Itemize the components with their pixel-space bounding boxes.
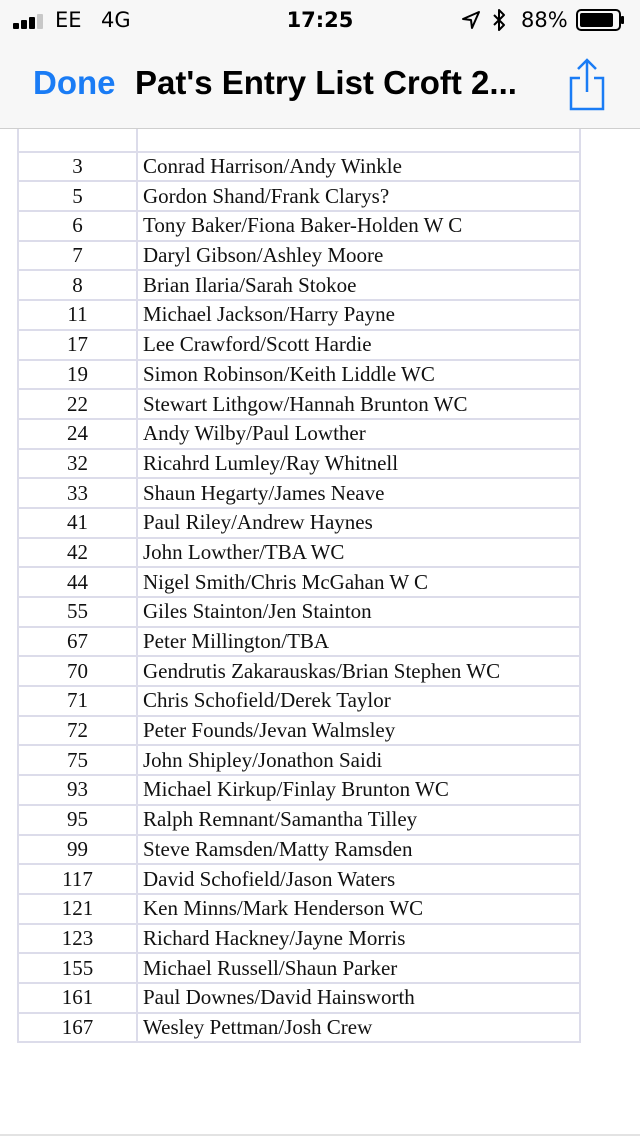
entry-number: 11 — [18, 300, 137, 330]
entry-crew — [137, 129, 580, 152]
table-row — [18, 686, 580, 716]
entry-crew: John Shipley/Jonathon Saidi — [137, 745, 580, 775]
table-row — [18, 211, 580, 241]
entry-number: 41 — [18, 508, 137, 538]
entry-crew: Andy Wilby/Paul Lowther — [137, 419, 580, 449]
table-row — [18, 627, 580, 657]
entry-crew: Simon Robinson/Keith Liddle WC — [137, 360, 580, 390]
carrier-name: EE — [55, 8, 82, 32]
entry-crew: Ralph Remnant/Samantha Tilley — [137, 805, 580, 835]
table-row — [18, 478, 580, 508]
entry-number: 167 — [18, 1013, 137, 1043]
entry-crew: Wesley Pettman/Josh Crew — [137, 1013, 580, 1043]
table-row — [18, 805, 580, 835]
entry-crew: Ricahrd Lumley/Ray Whitnell — [137, 449, 580, 479]
table-row — [18, 330, 580, 360]
document-viewer[interactable] — [0, 129, 640, 1135]
entry-number: 67 — [18, 627, 137, 657]
entry-crew: Richard Hackney/Jayne Morris — [137, 924, 580, 954]
entry-crew: Shaun Hegarty/James Neave — [137, 478, 580, 508]
entry-crew: Peter Millington/TBA — [137, 627, 580, 657]
entry-crew: Paul Downes/David Hainsworth — [137, 983, 580, 1013]
entry-crew: Gordon Shand/Frank Clarys? — [137, 181, 580, 211]
entry-number: 32 — [18, 449, 137, 479]
table-row — [18, 597, 580, 627]
table-row — [18, 152, 580, 182]
table-row — [18, 419, 580, 449]
entry-crew: Lee Crawford/Scott Hardie — [137, 330, 580, 360]
battery-percent: 88% — [521, 8, 568, 32]
entry-number: 33 — [18, 478, 137, 508]
table-row — [18, 924, 580, 954]
entry-crew: Conrad Harrison/Andy Winkle — [137, 152, 580, 182]
entry-crew: Chris Schofield/Derek Taylor — [137, 686, 580, 716]
entry-crew: Stewart Lithgow/Hannah Brunton WC — [137, 389, 580, 419]
entry-number: 99 — [18, 835, 137, 865]
table-row — [18, 270, 580, 300]
table-row — [18, 300, 580, 330]
entry-table — [17, 129, 581, 1043]
table-row — [18, 449, 580, 479]
entry-number: 42 — [18, 538, 137, 568]
entry-number: 72 — [18, 716, 137, 746]
entry-crew: Daryl Gibson/Ashley Moore — [137, 241, 580, 271]
entry-crew: Giles Stainton/Jen Stainton — [137, 597, 580, 627]
entry-number: 71 — [18, 686, 137, 716]
entry-number: 93 — [18, 775, 137, 805]
table-row — [18, 567, 580, 597]
document-title: Pat's Entry List Croft 2... — [135, 64, 517, 101]
battery-icon — [576, 9, 626, 31]
entry-number: 6 — [18, 211, 137, 241]
entry-number: 5 — [18, 181, 137, 211]
table-row — [18, 389, 580, 419]
location-icon — [461, 10, 481, 30]
bluetooth-icon — [491, 8, 507, 32]
entry-crew: Steve Ramsden/Matty Ramsden — [137, 835, 580, 865]
entry-table-body — [18, 129, 580, 1042]
entry-crew: Ken Minns/Mark Henderson WC — [137, 894, 580, 924]
table-row — [18, 1013, 580, 1043]
table-row — [18, 181, 580, 211]
entry-crew: Peter Founds/Jevan Walmsley — [137, 716, 580, 746]
entry-number: 55 — [18, 597, 137, 627]
entry-number: 70 — [18, 656, 137, 686]
share-icon[interactable] — [566, 56, 608, 112]
table-row — [18, 894, 580, 924]
table-row — [18, 716, 580, 746]
entry-number: 117 — [18, 864, 137, 894]
table-row — [18, 538, 580, 568]
entry-number: 3 — [18, 152, 137, 182]
table-row — [18, 745, 580, 775]
entry-number: 17 — [18, 330, 137, 360]
entry-number: 95 — [18, 805, 137, 835]
network-type: 4G — [101, 8, 131, 32]
entry-crew: Tony Baker/Fiona Baker-Holden W C — [137, 211, 580, 241]
entry-number: 44 — [18, 567, 137, 597]
entry-crew: Paul Riley/Andrew Haynes — [137, 508, 580, 538]
entry-number: 161 — [18, 983, 137, 1013]
table-row — [18, 129, 580, 152]
done-button[interactable]: Done — [33, 64, 116, 101]
entry-number: 22 — [18, 389, 137, 419]
clock: 17:25 — [286, 8, 354, 32]
entry-number: 24 — [18, 419, 137, 449]
entry-number: 155 — [18, 953, 137, 983]
entry-number: 19 — [18, 360, 137, 390]
entry-number: 121 — [18, 894, 137, 924]
table-row — [18, 983, 580, 1013]
entry-crew: Michael Jackson/Harry Payne — [137, 300, 580, 330]
entry-crew: Michael Kirkup/Finlay Brunton WC — [137, 775, 580, 805]
table-row — [18, 953, 580, 983]
table-row — [18, 775, 580, 805]
entry-number: 75 — [18, 745, 137, 775]
entry-crew: Brian Ilaria/Sarah Stokoe — [137, 270, 580, 300]
entry-crew: John Lowther/TBA WC — [137, 538, 580, 568]
entry-number — [18, 129, 137, 152]
table-row — [18, 508, 580, 538]
entry-number: 7 — [18, 241, 137, 271]
table-row — [18, 835, 580, 865]
table-row — [18, 864, 580, 894]
entry-crew: Gendrutis Zakarauskas/Brian Stephen WC — [137, 656, 580, 686]
entry-number: 8 — [18, 270, 137, 300]
entry-crew: David Schofield/Jason Waters — [137, 864, 580, 894]
entry-crew: Nigel Smith/Chris McGahan W C — [137, 567, 580, 597]
entry-number: 123 — [18, 924, 137, 954]
table-row — [18, 360, 580, 390]
nav-bar — [0, 40, 640, 129]
status-bar — [0, 0, 640, 40]
entry-crew: Michael Russell/Shaun Parker — [137, 953, 580, 983]
table-row — [18, 241, 580, 271]
table-row — [18, 656, 580, 686]
